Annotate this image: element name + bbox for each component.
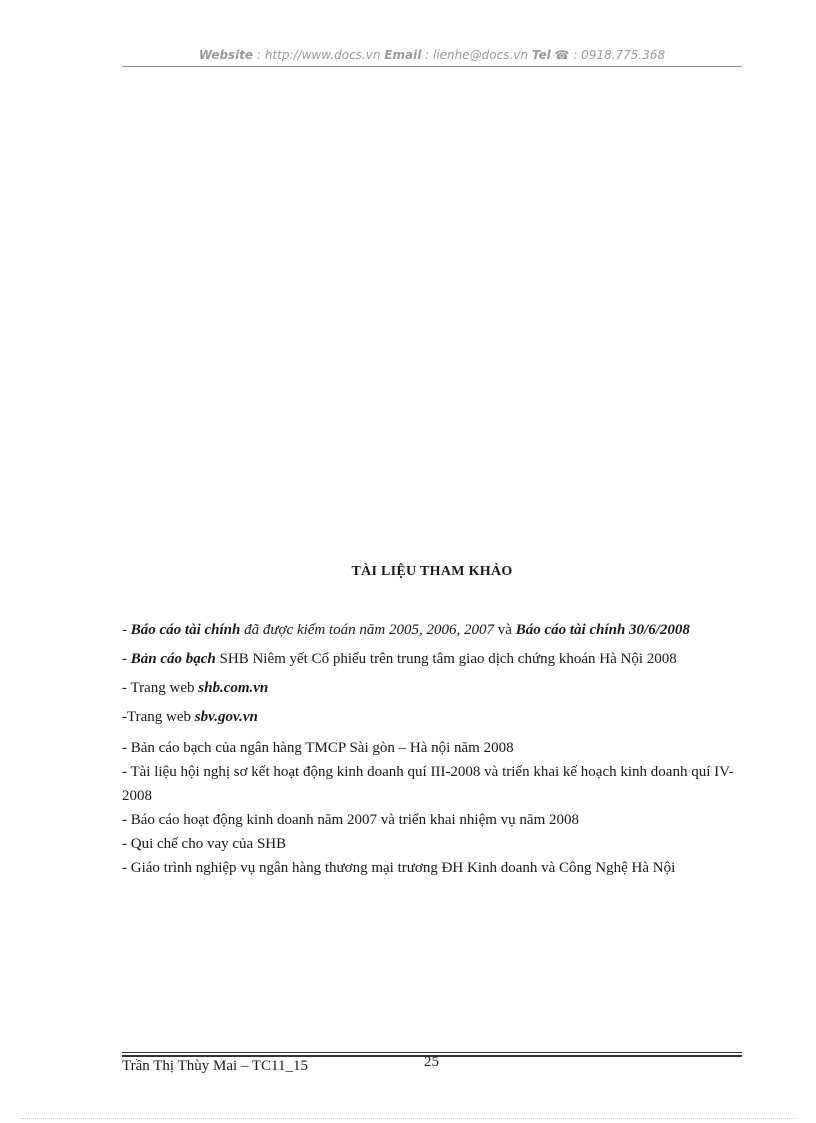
- website-url: : http://www.docs.vn: [257, 48, 381, 62]
- reference-title: Bản cáo bạch: [130, 651, 216, 667]
- reference-item-6: - Tài liệu hội nghị sơ kết hoạt động kinh doanh quí III-2008 và triển khai kế hoạch kinh doanh quí IV-2008: [122, 764, 734, 804]
- tel-label: Tel: [531, 48, 551, 62]
- footer-divider: [122, 1052, 742, 1053]
- phone-icon: ☎: [554, 48, 570, 62]
- reference-item-8: - Qui chế cho vay của SHB: [122, 836, 287, 852]
- page-number: 25: [424, 1054, 439, 1070]
- page-bottom-border: [20, 1118, 796, 1119]
- page-header: [122, 48, 742, 66]
- reference-item-5: - Bản cáo bạch của ngân hàng TMCP Sài gòn – Hà nội năm 2008: [122, 740, 514, 756]
- reference-item-3: - Trang web shb.com.vn: [122, 680, 269, 696]
- reference-item-9: - Giáo trình nghiệp vụ ngân hàng thương mại trương ĐH Kinh doanh và Công Nghệ Hà Nội: [122, 860, 676, 876]
- reference-list: [122, 616, 740, 880]
- reference-title: Báo cáo tài chính: [130, 622, 241, 638]
- reference-item-7: - Báo cáo hoạt động kinh doanh năm 2007 và triển khai nhiệm vụ năm 2008: [122, 812, 579, 828]
- email-address: : lienhe@docs.vn: [425, 48, 528, 62]
- reference-item-4: -Trang web sbv.gov.vn: [122, 709, 258, 725]
- website-link: sbv.gov.vn: [194, 709, 258, 725]
- reference-item-1: - Báo cáo tài chính đã được kiểm toán năm 2005, 2006, 2007 và Báo cáo tài chính 30/6/2008: [122, 622, 690, 638]
- section-title: TÀI LIỆU THAM KHẢO: [351, 564, 513, 579]
- email-label: Email: [384, 48, 422, 62]
- header-divider: [122, 66, 742, 67]
- reference-item-2: - Bản cáo bạch SHB Niêm yết Cổ phiếu trên trung tâm giao dịch chứng khoán Hà Nội 2008: [122, 651, 677, 667]
- reference-title: Báo cáo tài chính 30/6/2008: [515, 622, 690, 638]
- phone-number: : 0918.775.368: [573, 48, 666, 62]
- footer-author: Trần Thị Thùy Mai – TC11_15: [122, 1058, 308, 1074]
- website-label: Website: [198, 48, 254, 62]
- website-link: shb.com.vn: [198, 680, 269, 696]
